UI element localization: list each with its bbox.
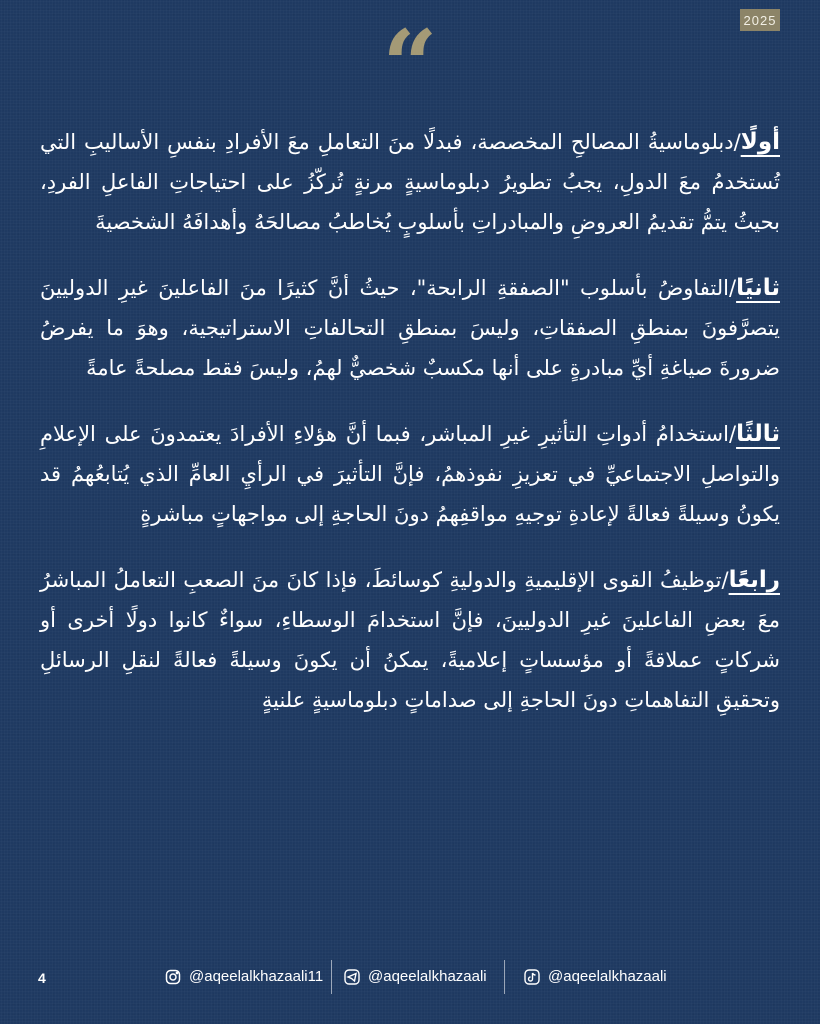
footer-divider — [331, 960, 332, 994]
telegram-icon — [344, 969, 360, 985]
tiktok-icon — [524, 969, 540, 985]
paragraph-text: /التفاوضُ بأسلوب "الصفقةِ الرابحة"، حيثُ أنَّ كثيرًا منَ الفاعلينَ غيرِ الدوليينَ يتصرَّفونَ بمنطقِ الصفقاتِ، وليسَ بمنطقِ التحالفاتِ الاستراتيجية، وهوَ ما يفرضُ ضرورةَ صياغةِ أيِّ مبادرةٍ على أنها مكسبٌ شخصيٌّ لهمُ، وليسَ فقط مصلحةً عامةً — [40, 276, 780, 380]
paragraph-third — [40, 414, 780, 534]
paragraph-label: ثانيًا — [736, 275, 780, 301]
tiktok-handle: @aqeelalkhazaali — [548, 968, 667, 985]
instagram-link[interactable] — [165, 968, 323, 985]
paragraph-second — [40, 268, 780, 388]
paragraph-label: ثالثًا — [736, 421, 780, 447]
paragraph-text: /توظيفُ القوى الإقليميةِ والدوليةِ كوسائطَ، فإذا كانَ منَ الصعبِ التعاملُ المباشرُ معَ بعضِ الفاعلينَ غيرِ الدوليينَ، فإنَّ استخدامَ الوسطاءِ، سواءٌ كانوا دولًا أخرى أو شركاتٍ عملاقةً أو مؤسساتٍ إعلاميةً، يمكنُ أن يكونَ وسيلةً فعالةً لنقلِ الرسائلِ وتحقيقِ التفاهماتِ دونَ الحاجةِ إلى صداماتٍ دبلوماسيةٍ علنيةٍ — [40, 568, 780, 712]
quote-icon: “ — [382, 9, 438, 122]
footer-divider — [504, 960, 505, 994]
page-number: 4 — [38, 970, 46, 986]
tiktok-link[interactable] — [524, 968, 667, 985]
year-badge: 2025 — [740, 9, 780, 31]
paragraph-label: أولًا — [740, 129, 780, 155]
paragraph-text: /استخدامُ أدواتِ التأثيرِ غيرِ المباشر، فبما أنَّ هؤلاءِ الأفرادَ يعتمدونَ على الإعلامِ والتواصلِ الاجتماعيِّ في تعزيزِ نفوذهمُ، فإنَّ التأثيرَ في الرأيِ العامِّ الذي يُتابعُهمُ قد يكونُ وسيلةً فعالةً لإعادةِ توجيهِ مواقفِهمُ دونَ الحاجةِ إلى مواجهاتٍ مباشرةٍ — [40, 422, 780, 526]
instagram-handle: @aqeelalkhazaali11 — [189, 968, 324, 985]
paragraph-label: رابعًا — [728, 567, 780, 593]
instagram-icon — [165, 969, 181, 985]
telegram-link[interactable] — [344, 968, 487, 985]
telegram-handle: @aqeelalkhazaali — [368, 968, 487, 985]
article-body — [40, 122, 780, 746]
paragraph-fourth — [40, 560, 780, 720]
paragraph-first — [40, 122, 780, 242]
paragraph-text: /دبلوماسيةُ المصالحِ المخصصة، فبدلًا منَ التعاملِ معَ الأفرادِ بنفسِ الأساليبِ التي تُستخدمُ معَ الدولِ، يجبُ تطويرُ دبلوماسيةٍ مرنةٍ تُركّزُ على احتياجاتِ الفاعلِ الفردِ، بحيثُ يتمُّ تقديمُ العروضِ والمبادراتِ بأسلوبٍ يُخاطبُ مصالحَهُ وأهدافَهُ الشخصيةَ — [40, 130, 780, 234]
footer — [0, 958, 820, 998]
